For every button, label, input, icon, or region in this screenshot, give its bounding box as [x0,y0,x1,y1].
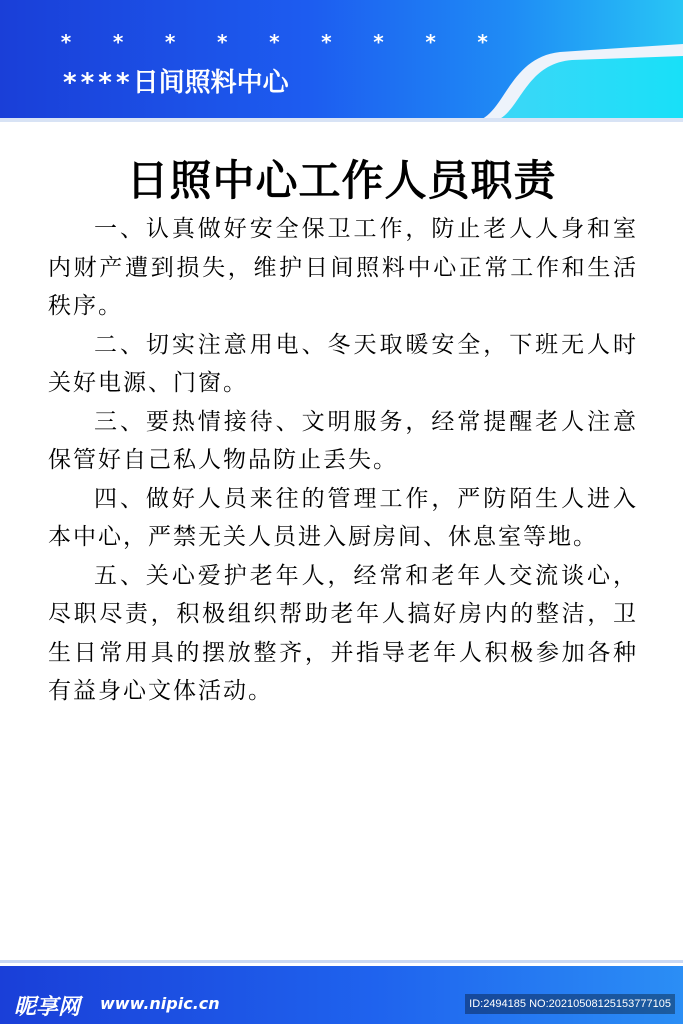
center-name-text: 日间照料中心 [132,68,289,98]
watermark-id: ID:2494185 NO:20210508125153777105 [465,994,675,1014]
duty-paragraph-2: 二、切实注意用电、冬天取暖安全，下班无人时关好电源、门窗。 [48,331,638,396]
watermark-logo: 昵享网 [14,995,81,1020]
page-title: 日照中心工作人员职责 [126,156,557,205]
header-stars: * * * * * * * * * [60,30,503,54]
footer-divider [0,960,683,963]
center-name-label [62,62,289,99]
duty-paragraph-3: 三、要热情接待、文明服务，经常提醒老人注意保管好自己私人物品防止丢失。 [48,408,638,473]
header-wave-decoration [0,0,683,122]
header-banner [0,0,683,122]
center-name-prefix: **** [62,68,133,98]
duty-paragraph-1: 一、认真做好安全保卫工作，防止老人人身和室内财产遭到损失，维护日间照料中心正常工作和生活秩序。 [48,216,638,319]
duty-paragraph-4: 四、做好人员来往的管理工作，严防陌生人进入本中心，严禁无关人员进入厨房间、休息室等地。 [48,485,638,550]
watermark-url: www.nipic.cn [100,994,220,1013]
duties-list [48,210,638,711]
duty-paragraph-5: 五、关心爱护老年人，经常和老年人交流谈心，尽职尽责，积极组织帮助老年人搞好房内的整洁，卫生日常用具的摆放整齐，并指导老年人积极参加各种有益身心文体活动。 [48,562,638,704]
